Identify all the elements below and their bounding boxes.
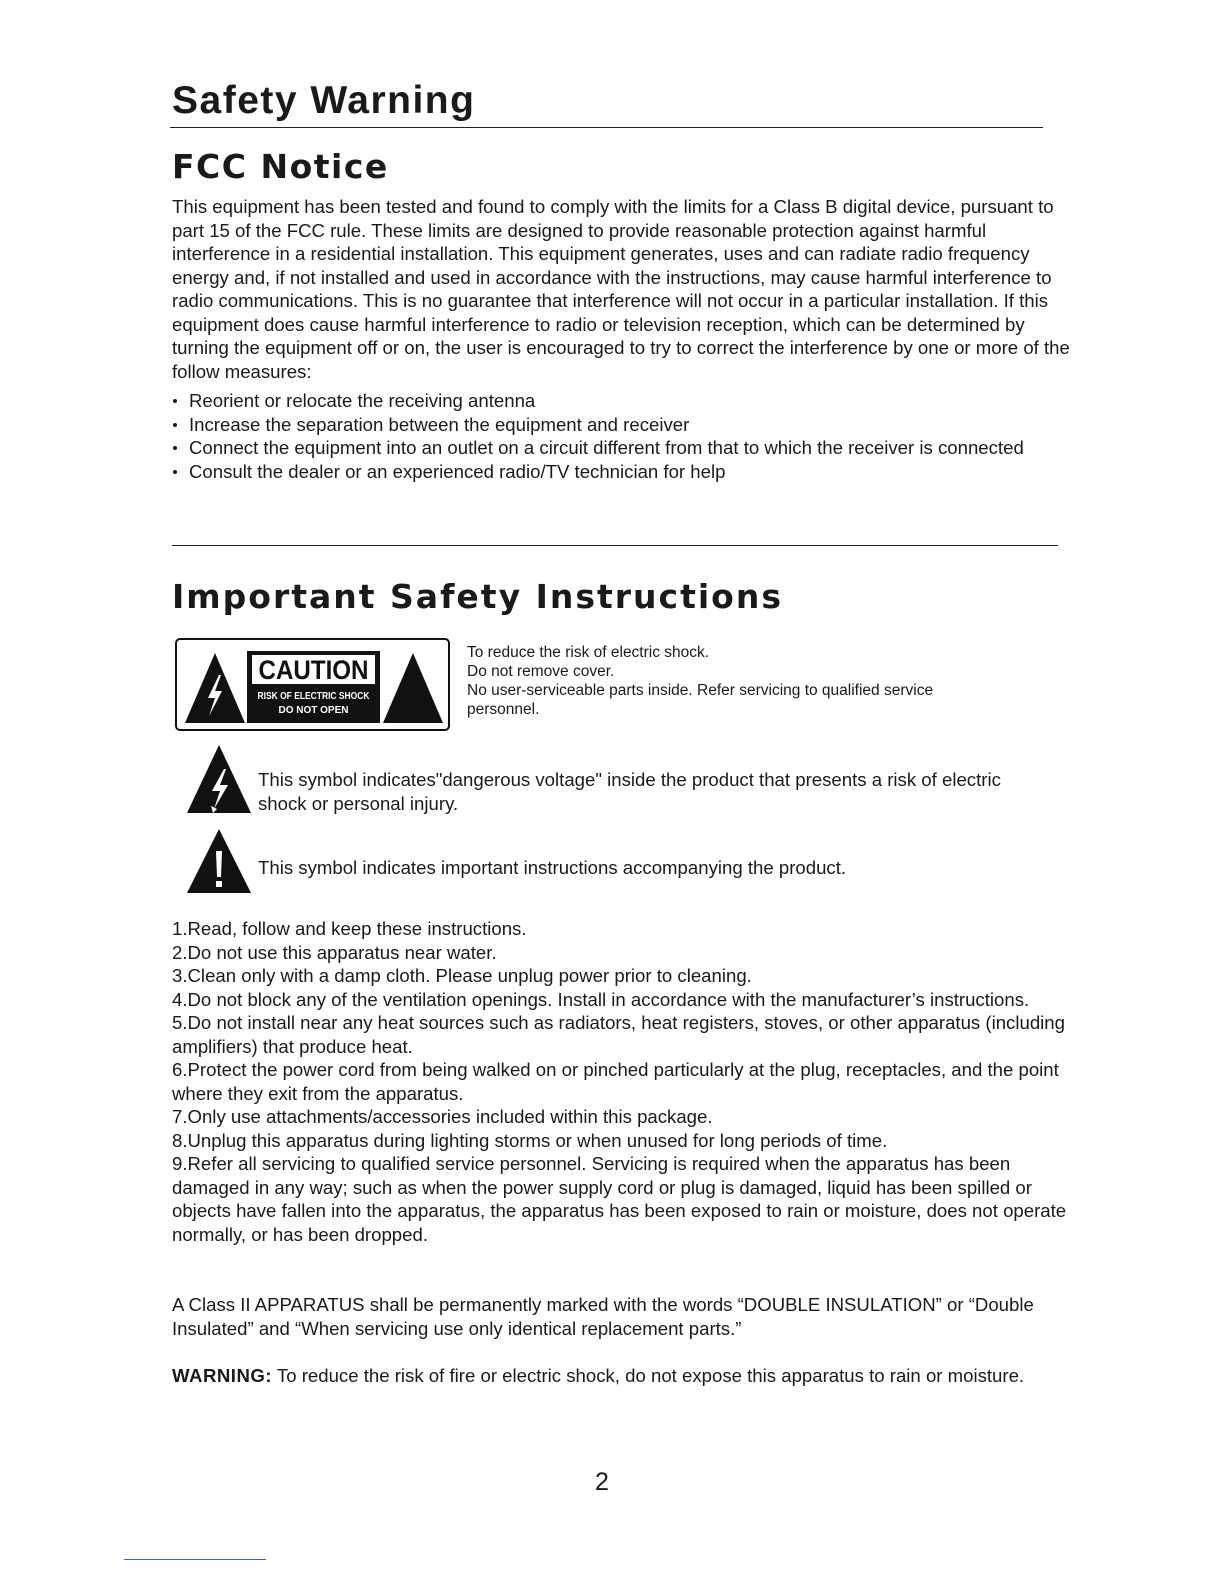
caution-title: CAUTION bbox=[258, 655, 369, 685]
list-item: 3.Clean only with a damp cloth. Please unplug power prior to cleaning. bbox=[172, 965, 752, 986]
caution-text bbox=[467, 643, 1027, 719]
caution-subtitle-1: RISK OF ELECTRIC SHOCK bbox=[257, 691, 371, 702]
page-number: 2 bbox=[595, 1468, 609, 1496]
safety-instructions-list bbox=[172, 917, 1072, 1246]
list-item: Connect the equipment into an outlet on a circuit different from that to which the receiver is connected bbox=[172, 436, 1072, 460]
caution-line: No user-serviceable parts inside. Refer servicing to qualified service bbox=[467, 682, 934, 699]
caution-line: To reduce the risk of electric shock. bbox=[467, 644, 710, 661]
list-item: 9.Refer all servicing to qualified service personnel. Servicing is required when the apparatus has been damaged in any way; such as when the power supply cord or plug is damaged, liquid has been spilled or objects have fallen into the apparatus, the apparatus has been exposed to rain or moisture, does not operate normally, or has been dropped. bbox=[172, 1153, 1067, 1245]
exclamation-warning-icon bbox=[383, 653, 443, 723]
important-heading: Important Safety Instructions bbox=[172, 577, 783, 616]
class-ii-note: A Class II APPARATUS shall be permanently marked with the words “DOUBLE INSULATION” or “Double Insulated” and “When servicing use only identical replacement parts.” bbox=[172, 1294, 1034, 1339]
list-item: 8.Unplug this apparatus during lighting storms or when unused for long periods of time. bbox=[172, 1129, 888, 1151]
voltage-symbol-description: This symbol indicates"dangerous voltage" inside the product that presents a risk of electric shock or personal injury. bbox=[258, 769, 1001, 814]
caution-line: Do not remove cover. bbox=[467, 663, 615, 680]
footer-rule bbox=[124, 1559, 266, 1560]
list-item: 5.Do not install near any heat sources such as radiators, heat registers, stoves, or other apparatus (including amplifiers) that produce heat. bbox=[172, 1012, 1065, 1057]
list-item: Consult the dealer or an experienced radio/TV technician for help bbox=[172, 460, 1072, 484]
exclamation-symbol-icon bbox=[186, 827, 252, 895]
caution-label-graphic bbox=[177, 640, 448, 729]
warning-paragraph bbox=[172, 1364, 1072, 1388]
list-item: 4.Do not block any of the ventilation openings. Install in accordance with the manufacturer’s instructions. bbox=[172, 988, 1030, 1010]
list-item: 2.Do not use this apparatus near water. bbox=[172, 941, 497, 963]
caution-line: personnel. bbox=[467, 701, 540, 718]
list-item: Reorient or relocate the receiving antenna bbox=[172, 389, 1072, 413]
page-title: Safety Warning bbox=[172, 79, 476, 122]
warning-label: WARNING: bbox=[172, 1365, 273, 1386]
list-item: 7.Only use attachments/accessories included within this package. bbox=[172, 1106, 713, 1127]
section-divider bbox=[172, 545, 1058, 546]
fcc-heading: FCC Notice bbox=[172, 147, 389, 186]
important-symbol-description: This symbol indicates important instructions accompanying the product. bbox=[258, 857, 847, 878]
title-underline bbox=[170, 127, 1043, 128]
list-item: 1.Read, follow and keep these instructions. bbox=[172, 918, 527, 939]
lightning-warning-icon bbox=[185, 653, 245, 723]
list-item: 6.Protect the power cord from being walked on or pinched particularly at the plug, receptacles, and the point where they exit from the apparatus. bbox=[172, 1059, 1059, 1104]
caution-label bbox=[175, 638, 450, 731]
list-item: Increase the separation between the equipment and receiver bbox=[172, 413, 1072, 437]
lightning-bolt-symbol-icon bbox=[186, 743, 252, 815]
fcc-paragraph: This equipment has been tested and found to comply with the limits for a Class B digital device, pursuant to part 15 of the FCC rule. These limits are designed to provide reasonable protection against harmful interference in a residential installation. This equipment generates, uses and can radiate radio frequency energy and, if not installed and used in accordance with the instructions, may cause harmful interference to radio communications. This is no guarantee that interference will not occur in a particular installation. If this equipment does cause harmful interference to radio or television reception, which can be determined by turning the equipment off or on, the user is encouraged to try to correct the interference by one or more of the follow measures: bbox=[172, 196, 1070, 382]
warning-text: To reduce the risk of fire or electric shock, do not expose this apparatus to rain or moisture. bbox=[272, 1365, 1025, 1386]
fcc-measures-list bbox=[172, 389, 1072, 483]
caution-subtitle-2: DO NOT OPEN bbox=[278, 705, 349, 716]
